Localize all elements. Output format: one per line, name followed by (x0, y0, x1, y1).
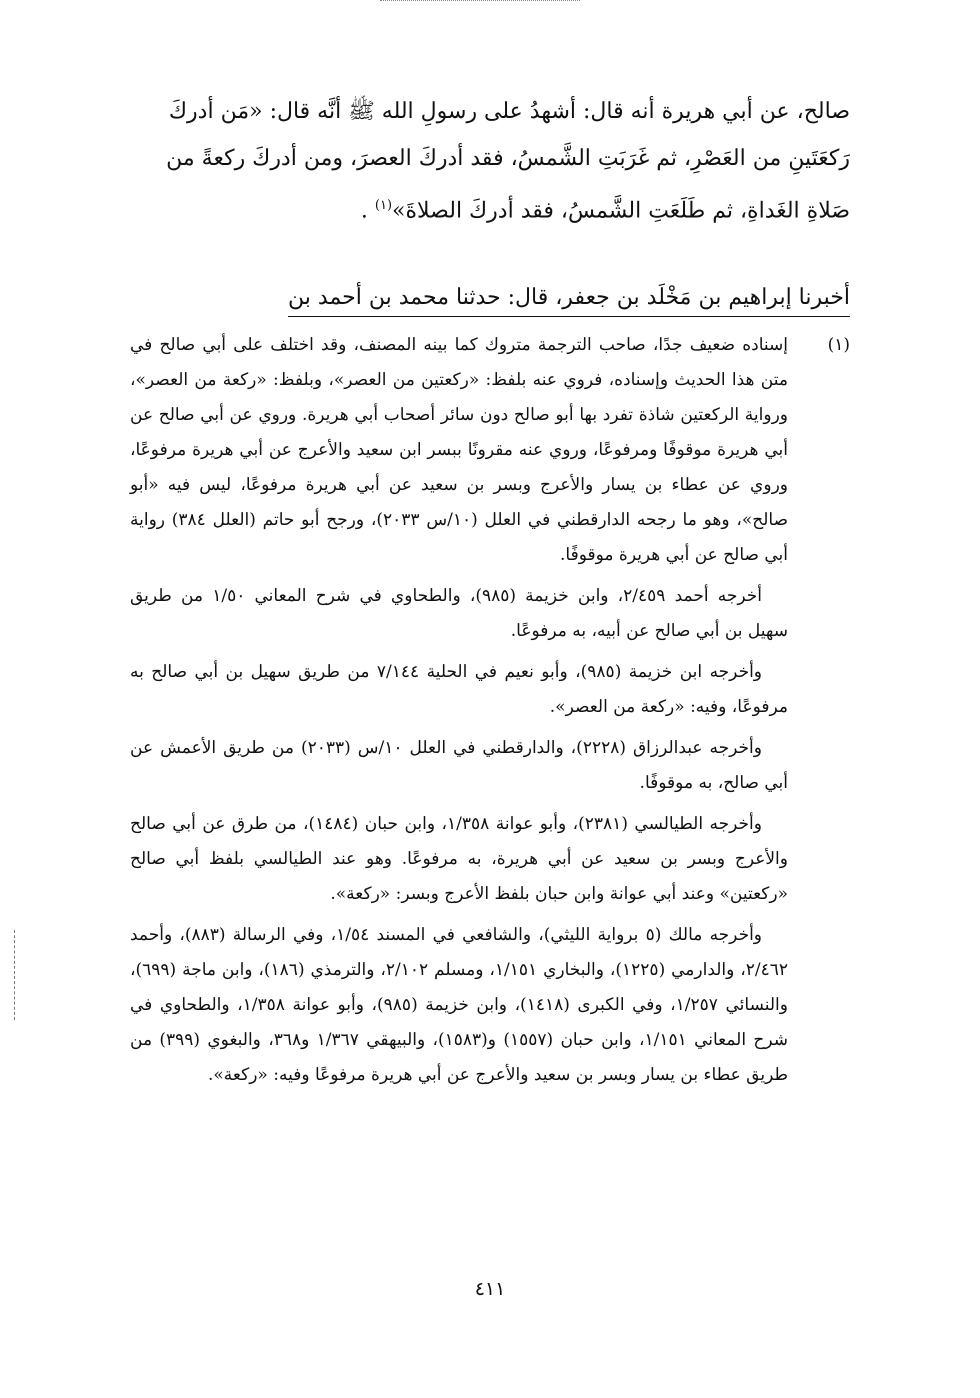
footnote-1 (130, 328, 850, 573)
footnote-paragraph-1: أخرجه أحمد ٢/٤٥٩، وابن خزيمة (٩٨٥)، والطحاوي في شرح المعاني ١/٥٠ من طريق سهيل بن أبي صالح عن أبيه، به مرفوعًا. (130, 586, 788, 641)
narration-line (180, 274, 850, 321)
main-text (130, 88, 850, 321)
footnote-paragraph-5: وأخرجه مالك (٥ برواية الليثي)، والشافعي في المسند ١/٥٤، وفي الرسالة (٨٨٣)، وأحمد ٢/٤٦٢، والدارمي (١٢٢٥)، والبخاري ١/١٥١، ومسلم ٢/١٠٢، والترمذي (١٨٦)، وابن ماجة (٦٩٩)، والنسائي ١/٢٥٧، وفي الكبرى (١٤١٨)، وابن خزيمة (٩٨٥)، وأبو عوانة ١/٣٥٨، والطحاوي في شرح المعاني ١/١٥١، وابن حبان (١٥٥٧) و(١٥٨٣)، والبيهقي ١/٣٦٧ و٣٦٨، والبغوي (٣٩٩) من طريق عطاء بن يسار وبسر بن سعيد والأعرج عن أبي هريرة مرفوعًا وفيه: «ركعة». (130, 925, 789, 1085)
page-number: ٤١١ (474, 1278, 506, 1300)
main-line-3 (130, 182, 850, 234)
main-line-2: رَكعَتَينِ من العَصْرِ، ثم غَرَبَتِ الشَّمسُ، فقد أدركَ العصرَ، ومن أدركَ ركعةً من (166, 146, 850, 171)
footnote-paragraph-2: وأخرجه ابن خزيمة (٩٨٥)، وأبو نعيم في الحلية ٧/١٤٤ من طريق سهيل بن أبي صالح به مرفوعًا، وفيه: «ركعة من العصر». (130, 662, 788, 717)
main-line-1: صالح، عن أبي هريرة أنه قال: أشهدُ على رسولِ الله ﷺ أنَّه قال: «مَن أدركَ (168, 99, 850, 124)
header-scan-mark (380, 0, 580, 7)
footnote-reference: (١) (374, 198, 393, 213)
footnote-paragraph-4: وأخرجه الطيالسي (٢٣٨١)، وأبو عوانة ١/٣٥٨، وابن حبان (١٤٨٤)، من طرق عن أبي صالح والأعرج وبسر بن سعيد عن أبي هريرة، به مرفوعًا. وهو عند الطيالسي بلفظ أبي صالح «ركعتين» وعند أبي عوانة وابن حبان بلفظ الأعرج وبسر: «ركعة». (130, 814, 788, 904)
main-line-3-end: . (360, 198, 375, 224)
footnote-number: (١) (827, 335, 850, 355)
margin-scan-mark (14, 930, 17, 1020)
footnote-paragraph-3: وأخرجه عبدالرزاق (٢٢٢٨)، والدارقطني في العلل ١٠/س (٢٠٣٣) من طريق الأعمش عن أبي صالح، به موقوفًا. (130, 738, 788, 793)
footnotes (130, 328, 850, 1093)
main-line-3-text: صَلاةِ الغَداةِ، ثم طَلَعَتِ الشَّمسُ، فقد أدركَ الصلاةَ» (392, 198, 850, 224)
footnote-1-text: إسناده ضعيف جدًا، صاحب الترجمة متروك كما بينه المصنف، وقد اختلف على أبي صالح في متن هذا الحديث وإسناده، فروي عنه بلفظ: «ركعتين من العصر»، وبلفظ: «ركعة من العصر»، ورواية الركعتين شاذة تفرد بها أبو صالح دون سائر أصحاب أبي هريرة. وروي عن أبي صالح عن أبي هريرة موقوفًا ومرفوعًا، وروي عنه مقرونًا ببسر ابن سعيد والأعرج عن أبي هريرة مرفوعًا، وروي عن عطاء بن يسار والأعرج وبسر بن سعيد عن أبي هريرة مرفوعًا، ليس فيه «أبو صالح»، وهو ما رجحه الدارقطني في العلل (١٠/س ٢٠٣٣)، ورجح أبو حاتم (العلل ٣٨٤) رواية أبي صالح عن أبي هريرة موقوفًا. (130, 335, 788, 565)
narration-text: أخبرنا إبراهيم بن مَخْلَد بن جعفر، قال: حدثنا محمد بن أحمد بن (288, 285, 850, 317)
